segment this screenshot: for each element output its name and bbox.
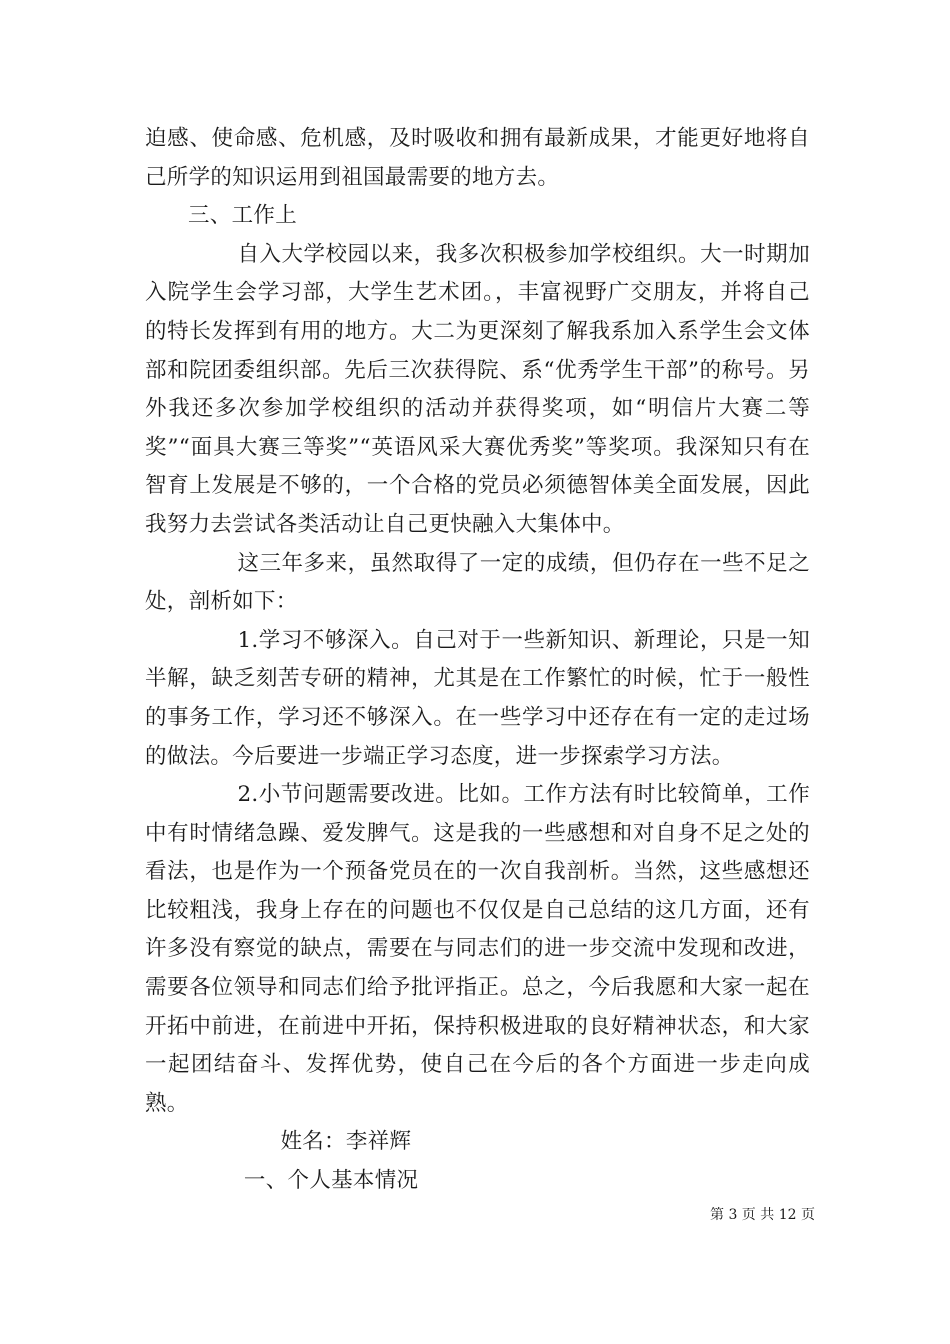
paragraph-work: 自入大学校园以来，我多次积极参加学校组织。大一时期加入院学生会学习部，大学生艺术团。，丰富视野广交朋友，并将自己的特长发挥到有用的地方。大二为更深刻了解我系加入系学生会文体部和院团委组织部。先后三次获得院、系“优秀学生干部”的称号。另外我还多次参加学校组织的活动并获得奖项，如“明信片大赛二等奖”“面具大赛三等奖”“英语风采大赛优秀奖”等奖项。我深知只有在智育上发展是不够的，一个合格的党员必须德智体美全面发展，因此我努力去尝试各类活动让自己更快融入大集体中。 [145,241,810,537]
paragraph-shortcoming-2: 2.小节问题需要改进。比如。工作方法有时比较简单，工作中有时情绪急躁、爱发脾气。这是我的一些感想和对自身不足之处的看法，也是作为一个预备党员在的一次自我剖析。当然，这些感想还比较粗浅，我身上存在的问题也不仅仅是自己总结的这几方面，还有许多没有察觉的缺点，需要在与同志们的进一步交流中发现和改进，需要各位领导和同志们给予批评指正。总之，今后我愿和大家一起在开拓中前进，在前进中开拓，保持积极进取的良好精神状态，和大家一起团结奋斗、发挥优势，使自己在今后的各个方面进一步走向成熟。 [145,782,810,1116]
author-name: 姓名：李祥辉 [280,1129,412,1155]
page-number-footer: 第 3 页 共 12 页 [710,1207,815,1223]
paragraph-shortcomings-intro: 这三年多来，虽然取得了一定的成绩，但仍存在一些不足之处，剖析如下： [145,550,810,615]
document-body [145,120,810,1201]
paragraph-shortcoming-1: 1.学习不够深入。自己对于一些新知识、新理论，只是一知半解，缺乏刻苦专研的精神，尤其是在工作繁忙的时候，忙于一般性的事务工作，学习还不够深入。在一些学习中还存在有一定的走过场的做法。今后要进一步端正学习态度，进一步探索学习方法。 [145,627,810,769]
section-heading-work: 三、工作上 [188,203,298,229]
paragraph-continuation: 迫感、使命感、危机感，及时吸收和拥有最新成果，才能更好地将自己所学的知识运用到祖国最需要的地方去。 [145,126,810,190]
section-heading-basic-info: 一、个人基本情况 [243,1168,419,1194]
